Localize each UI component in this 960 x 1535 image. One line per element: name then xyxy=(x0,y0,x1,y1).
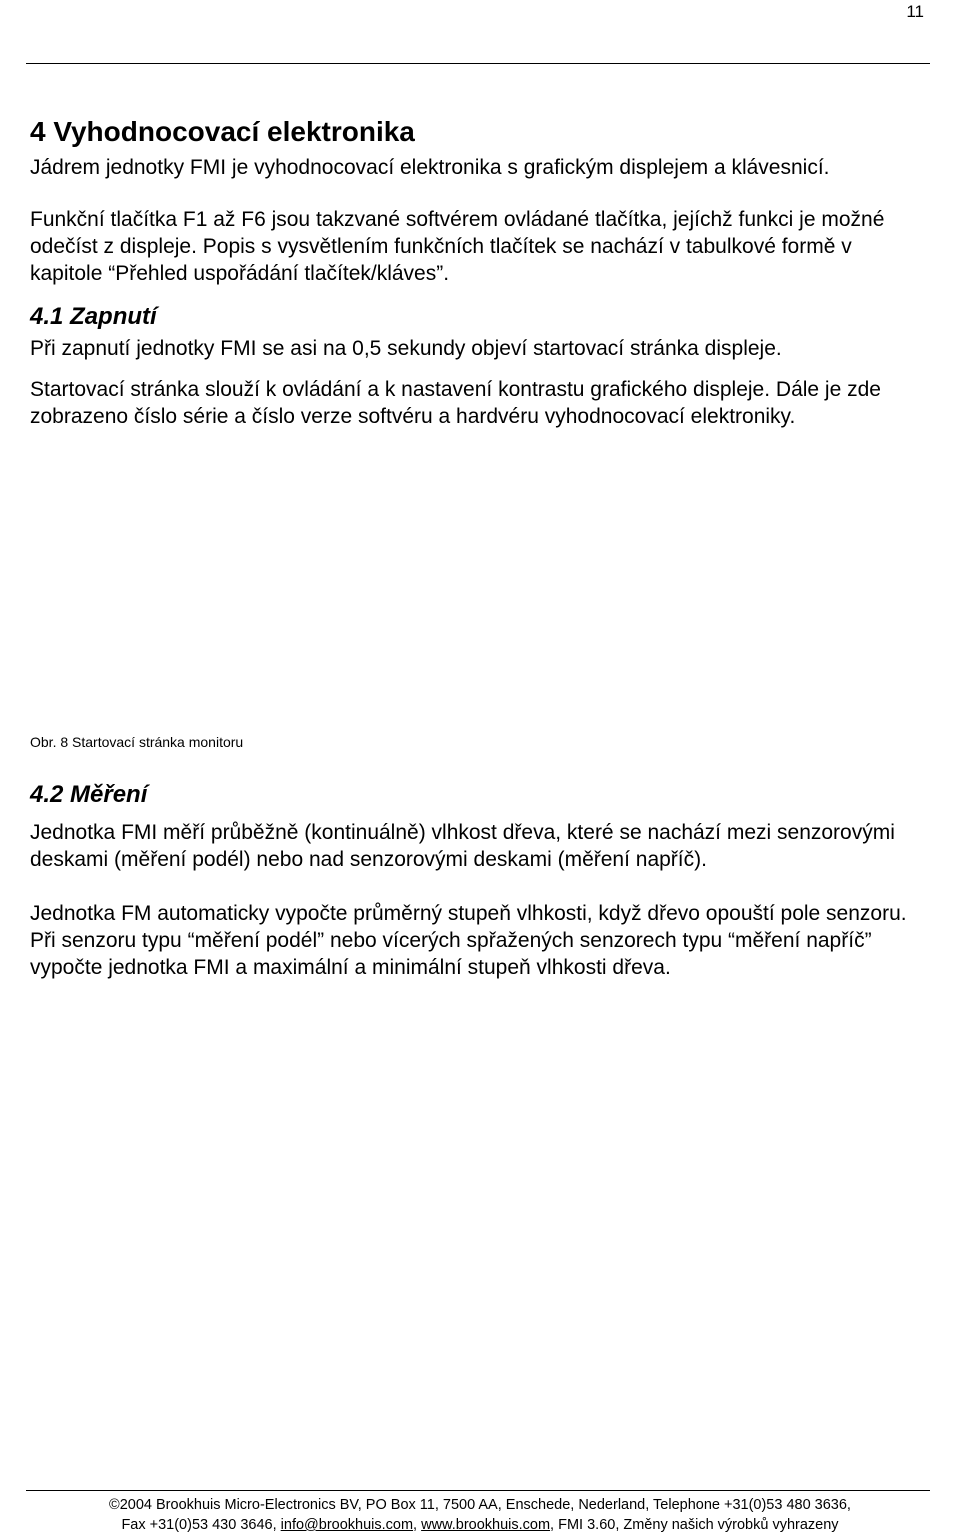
footer-line-2 xyxy=(0,1515,960,1535)
section-4-paragraph-1: Jádrem jednotky FMI je vyhodnocovací elektronika s grafickým displejem a klávesnicí. xyxy=(30,156,830,179)
footer-tail: , FMI 3.60, Změny našich výrobků vyhrazeny xyxy=(550,1517,839,1533)
figure-caption: Obr. 8 Startovací stránka monitoru xyxy=(30,734,244,750)
header-divider xyxy=(26,63,930,64)
footer-divider xyxy=(26,1490,930,1491)
section-4-paragraph-2: Funkční tlačítka F1 až F6 jsou takzvané softvérem ovládané tlačítka, jejíchž funkci je možné odečíst z displeje. Popis s vysvětlením funkčních tlačítek se nachází v tabulkové formě v kapitole “Přehled uspořádání tlačítek/kláves”. xyxy=(30,208,885,285)
section-4-1-heading: 4.1 Zapnutí xyxy=(30,303,157,330)
section-4-2-paragraph-1: Jednotka FMI měří průběžně (kontinuálně) vlhkost dřeva, které se nachází mezi senzorovými deskami (měření podél) nebo nad senzorovými deskami (měření napříč). xyxy=(30,821,895,871)
section-4-2-heading: 4.2 Měření xyxy=(30,781,148,808)
section-4-heading: 4 Vyhodnocovací elektronika xyxy=(30,116,415,147)
section-4-1-paragraph-2: Startovací stránka slouží k ovládání a k nastavení kontrastu grafického displeje. Dále je zde zobrazeno číslo série a číslo verze softvéru a hardvéru vyhodnocovací elektroniky. xyxy=(30,378,881,428)
page-number: 11 xyxy=(906,2,924,21)
footer-separator: , xyxy=(413,1517,418,1533)
page-footer xyxy=(0,1495,960,1535)
document-body xyxy=(30,110,910,981)
section-4-2-paragraph-2: Jednotka FM automaticky vypočte průměrný stupeň vlhkosti, když dřevo opouští pole senzoru. Při senzoru typu “měření podél” nebo vícerých spřažených senzorech typu “měření napříč” vypočte jednotka FMI a maximální a minimální stupeň vlhkosti dřeva. xyxy=(30,902,907,979)
figure-placeholder xyxy=(30,430,910,733)
footer-email-link[interactable]: info@brookhuis.com xyxy=(280,1517,414,1533)
footer-line-1: ©2004 Brookhuis Micro-Electronics BV, PO Box 11, 7500 AA, Enschede, Nederland, Telephone +31(0)53 480 3636, xyxy=(109,1497,851,1513)
footer-fax: Fax +31(0)53 430 3646, xyxy=(121,1517,277,1533)
section-4-1-paragraph-1: Při zapnutí jednotky FMI se asi na 0,5 sekundy objeví startovací stránka displeje. xyxy=(30,337,782,360)
footer-website-link[interactable]: www.brookhuis.com xyxy=(421,1517,551,1533)
